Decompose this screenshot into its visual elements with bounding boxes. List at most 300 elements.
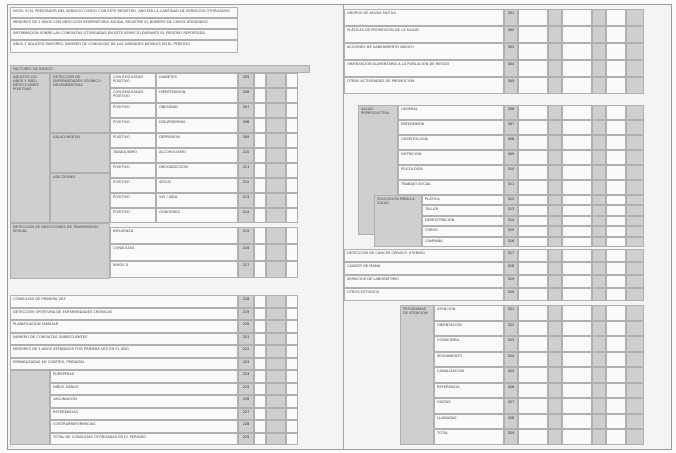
row-code: 217	[238, 261, 254, 278]
row-label: SEGUIMIENTO	[434, 352, 504, 368]
value-field[interactable]	[518, 9, 548, 26]
value-field[interactable]	[562, 321, 592, 337]
value-field[interactable]	[518, 77, 548, 94]
value-field[interactable]	[548, 336, 562, 352]
value-field[interactable]	[518, 180, 548, 195]
value-field[interactable]	[266, 88, 286, 103]
value-field[interactable]	[626, 305, 644, 321]
value-field[interactable]	[286, 103, 298, 118]
value-field[interactable]	[518, 26, 548, 43]
value-field[interactable]	[518, 367, 548, 383]
value-field[interactable]	[592, 321, 606, 337]
value-field[interactable]	[548, 150, 562, 165]
value-field[interactable]	[626, 226, 644, 236]
value-field[interactable]	[518, 383, 548, 399]
value-field[interactable]	[266, 178, 286, 193]
row-code: 229	[238, 433, 254, 446]
value-field[interactable]	[286, 227, 298, 244]
row-label: CANALIZACIÓN	[434, 367, 504, 383]
value-field[interactable]	[562, 150, 592, 165]
row-code: 310	[504, 165, 518, 180]
group-label-sti: DETECCIÓN DE INFECCIONES DE TRANSMISIÓN SEXUAL	[10, 223, 110, 279]
value-field[interactable]	[626, 383, 644, 399]
row-code: 317	[504, 249, 518, 262]
value-field[interactable]	[562, 367, 592, 383]
value-field[interactable]	[626, 135, 644, 150]
value-field[interactable]	[548, 120, 562, 135]
value-field[interactable]	[592, 336, 606, 352]
value-field[interactable]	[286, 148, 298, 163]
value-field[interactable]	[518, 205, 548, 215]
row-label: SERVICIOS DE LABORATORIO	[344, 275, 504, 288]
value-field[interactable]	[286, 358, 298, 371]
value-field[interactable]	[562, 26, 592, 43]
value-field[interactable]	[286, 320, 298, 333]
value-field[interactable]	[266, 345, 286, 358]
value-field[interactable]	[626, 429, 644, 445]
value-field[interactable]	[626, 205, 644, 215]
value-field[interactable]	[562, 305, 592, 321]
value-field[interactable]	[254, 420, 266, 433]
value-field[interactable]	[286, 345, 298, 358]
value-field[interactable]	[606, 150, 626, 165]
value-field[interactable]	[286, 370, 298, 383]
row-label: DROGADICCIÓN	[156, 163, 238, 178]
value-field[interactable]	[286, 420, 298, 433]
value-field[interactable]	[562, 195, 592, 205]
value-field[interactable]	[254, 261, 266, 278]
value-field[interactable]	[548, 414, 562, 430]
value-field[interactable]	[548, 216, 562, 226]
value-field[interactable]	[254, 193, 266, 208]
value-field[interactable]	[518, 120, 548, 135]
value-field[interactable]	[266, 395, 286, 408]
value-field[interactable]	[286, 118, 298, 133]
top-note-3: INFORMACIÓN SOBRE LAS CONSULTAS OTORGADAS EN ESTE SERVICIO DURANTE EL PERIODO REPORTADO	[10, 29, 238, 40]
row-code: 321	[504, 305, 518, 321]
value-field[interactable]	[606, 135, 626, 150]
value-field[interactable]	[518, 262, 548, 275]
row-label: REFERENCIA	[434, 383, 504, 399]
value-field[interactable]	[254, 163, 266, 178]
value-field[interactable]	[606, 77, 626, 94]
value-field[interactable]	[518, 226, 548, 236]
value-field[interactable]	[254, 308, 266, 321]
scanned-form-sheet	[7, 4, 672, 450]
value-field[interactable]	[562, 9, 592, 26]
value-field[interactable]	[548, 237, 562, 247]
value-field[interactable]	[254, 320, 266, 333]
value-field[interactable]	[548, 352, 562, 368]
bottom-group-block	[10, 370, 50, 445]
row-label: GRUPOS DE AYUDA MUTUA	[344, 9, 504, 26]
value-field[interactable]	[626, 288, 644, 301]
value-field[interactable]	[266, 163, 286, 178]
value-field[interactable]	[548, 26, 562, 43]
value-field[interactable]	[548, 77, 562, 94]
value-field[interactable]	[518, 429, 548, 445]
row-label: INFLUENZA	[110, 227, 238, 244]
value-field[interactable]	[626, 120, 644, 135]
row-label: TALLER	[422, 205, 504, 215]
value-field[interactable]	[518, 414, 548, 430]
value-field[interactable]	[254, 370, 266, 383]
value-field[interactable]	[518, 105, 548, 120]
value-field[interactable]	[626, 105, 644, 120]
value-field[interactable]	[626, 262, 644, 275]
row-code: 307	[504, 120, 518, 135]
value-field[interactable]	[562, 135, 592, 150]
value-field[interactable]	[254, 408, 266, 421]
value-field[interactable]	[266, 295, 286, 308]
value-field[interactable]	[518, 288, 548, 301]
value-field[interactable]	[592, 77, 606, 94]
row-code: 227	[238, 408, 254, 421]
value-field[interactable]	[592, 105, 606, 120]
value-field[interactable]	[286, 308, 298, 321]
value-field[interactable]	[562, 237, 592, 247]
value-field[interactable]	[548, 105, 562, 120]
row-code: 206	[238, 88, 254, 103]
value-field[interactable]	[626, 9, 644, 26]
row-label: SÍFILIS	[156, 178, 238, 193]
value-field[interactable]	[254, 118, 266, 133]
value-field[interactable]	[254, 103, 266, 118]
value-field[interactable]	[286, 178, 298, 193]
value-field[interactable]	[286, 333, 298, 346]
value-field[interactable]	[548, 165, 562, 180]
value-field[interactable]	[518, 275, 548, 288]
value-field[interactable]	[548, 43, 562, 60]
value-field[interactable]	[626, 237, 644, 247]
value-field[interactable]	[626, 26, 644, 43]
row-label: CONSULTAS	[110, 244, 238, 261]
value-field[interactable]	[254, 133, 266, 148]
value-field[interactable]	[266, 320, 286, 333]
value-field[interactable]	[562, 288, 592, 301]
value-field[interactable]	[626, 398, 644, 414]
value-field[interactable]	[266, 358, 286, 371]
value-field[interactable]	[592, 26, 606, 43]
value-field[interactable]	[266, 370, 286, 383]
value-field[interactable]	[606, 195, 626, 205]
value-field[interactable]	[562, 165, 592, 180]
row-sublabel: TABAQUISMO	[110, 148, 156, 163]
value-field[interactable]	[562, 352, 592, 368]
value-field[interactable]	[548, 275, 562, 288]
value-field[interactable]	[592, 367, 606, 383]
row-label: MENORES DE 5 AÑOS ATENDIDOS POR PRIMERA VEZ EN EL AÑO	[10, 345, 238, 358]
value-field[interactable]	[592, 249, 606, 262]
value-field[interactable]	[286, 193, 298, 208]
value-field[interactable]	[592, 398, 606, 414]
value-field[interactable]	[266, 133, 286, 148]
value-field[interactable]	[548, 9, 562, 26]
value-field[interactable]	[606, 262, 626, 275]
sub-label-chronic: DETECCIÓN DE ENFERMEDADES CRÓNICO DEGENERATIVAS	[50, 73, 110, 133]
row-label: PLÁTICAS DE PROMOCIÓN DE LA SALUD	[344, 26, 504, 43]
value-field[interactable]	[266, 208, 286, 223]
value-field[interactable]	[606, 336, 626, 352]
value-field[interactable]	[548, 249, 562, 262]
value-field[interactable]	[286, 88, 298, 103]
value-field[interactable]	[592, 305, 606, 321]
value-field[interactable]	[626, 165, 644, 180]
value-field[interactable]	[592, 135, 606, 150]
value-field[interactable]	[286, 244, 298, 261]
row-label: VIH / SIDA	[156, 193, 238, 208]
row-label: ODONTOLOGÍA	[398, 135, 504, 150]
value-field[interactable]	[592, 180, 606, 195]
value-field[interactable]	[518, 249, 548, 262]
value-field[interactable]	[592, 43, 606, 60]
value-field[interactable]	[592, 288, 606, 301]
value-field[interactable]	[286, 433, 298, 446]
row-code: 323	[504, 336, 518, 352]
value-field[interactable]	[286, 261, 298, 278]
value-field[interactable]	[626, 249, 644, 262]
value-field[interactable]	[548, 195, 562, 205]
value-field[interactable]	[562, 105, 592, 120]
row-label: PLANIFICACIÓN FAMILIAR	[10, 320, 238, 333]
value-field[interactable]	[286, 133, 298, 148]
value-field[interactable]	[548, 321, 562, 337]
value-field[interactable]	[606, 321, 626, 337]
value-field[interactable]	[592, 226, 606, 236]
row-label: DETECCIÓN OPORTUNA DE ENFERMEDADES CRÓNICAS	[10, 308, 238, 321]
value-field[interactable]	[562, 216, 592, 226]
row-code: 304	[504, 60, 518, 77]
value-field[interactable]	[606, 216, 626, 226]
value-field[interactable]	[562, 429, 592, 445]
value-field[interactable]	[518, 43, 548, 60]
row-code: 328	[504, 414, 518, 430]
value-field[interactable]	[626, 414, 644, 430]
row-code: 316	[504, 237, 518, 247]
value-field[interactable]	[266, 383, 286, 396]
value-field[interactable]	[606, 205, 626, 215]
value-field[interactable]	[548, 226, 562, 236]
value-field[interactable]	[548, 383, 562, 399]
value-field[interactable]	[592, 216, 606, 226]
value-field[interactable]	[606, 26, 626, 43]
value-field[interactable]	[606, 414, 626, 430]
value-field[interactable]	[548, 398, 562, 414]
value-field[interactable]	[606, 120, 626, 135]
value-field[interactable]	[592, 205, 606, 215]
row-code: 205	[238, 73, 254, 88]
value-field[interactable]	[606, 305, 626, 321]
value-field[interactable]	[548, 262, 562, 275]
value-field[interactable]	[254, 208, 266, 223]
value-field[interactable]	[626, 60, 644, 77]
value-field[interactable]	[518, 195, 548, 205]
row-label: OBESIDAD	[156, 103, 238, 118]
value-field[interactable]	[266, 433, 286, 446]
value-field[interactable]	[286, 208, 298, 223]
value-field[interactable]	[286, 295, 298, 308]
value-field[interactable]	[606, 43, 626, 60]
value-field[interactable]	[518, 321, 548, 337]
row-label: TRABAJO SOCIAL	[398, 180, 504, 195]
value-field[interactable]	[592, 429, 606, 445]
value-field[interactable]	[562, 383, 592, 399]
value-field[interactable]	[266, 148, 286, 163]
value-field[interactable]	[266, 261, 286, 278]
value-field[interactable]	[518, 237, 548, 247]
value-field[interactable]	[562, 262, 592, 275]
value-field[interactable]	[266, 333, 286, 346]
value-field[interactable]	[254, 433, 266, 446]
value-field[interactable]	[626, 180, 644, 195]
value-field[interactable]	[548, 135, 562, 150]
value-field[interactable]	[562, 226, 592, 236]
value-field[interactable]	[266, 73, 286, 88]
value-field[interactable]	[518, 398, 548, 414]
value-field[interactable]	[254, 395, 266, 408]
value-field[interactable]	[606, 60, 626, 77]
value-field[interactable]	[266, 420, 286, 433]
value-field[interactable]	[592, 120, 606, 135]
row-label: NIÑOS SANOS	[50, 383, 238, 396]
value-field[interactable]	[254, 333, 266, 346]
value-field[interactable]	[592, 9, 606, 26]
sub-label-addictions: ADICCIONES	[50, 173, 110, 223]
value-field[interactable]	[548, 305, 562, 321]
value-field[interactable]	[606, 288, 626, 301]
value-field[interactable]	[626, 352, 644, 368]
value-field[interactable]	[626, 216, 644, 226]
value-field[interactable]	[266, 193, 286, 208]
value-field[interactable]	[606, 237, 626, 247]
value-field[interactable]	[266, 103, 286, 118]
value-field[interactable]	[626, 321, 644, 337]
value-field[interactable]	[518, 352, 548, 368]
value-field[interactable]	[562, 180, 592, 195]
value-field[interactable]	[606, 226, 626, 236]
value-field[interactable]	[518, 150, 548, 165]
value-field[interactable]	[548, 180, 562, 195]
row-code: 312	[504, 195, 518, 205]
value-field[interactable]	[254, 244, 266, 261]
value-field[interactable]	[266, 308, 286, 321]
value-field[interactable]	[592, 237, 606, 247]
value-field[interactable]	[592, 414, 606, 430]
value-field[interactable]	[626, 367, 644, 383]
value-field[interactable]	[592, 150, 606, 165]
value-field[interactable]	[254, 358, 266, 371]
value-field[interactable]	[606, 9, 626, 26]
value-field[interactable]	[562, 77, 592, 94]
value-field[interactable]	[606, 383, 626, 399]
row-label: ORIENTACIÓN ALIMENTARIA A LA POBLACIÓN DE RIESGO	[344, 60, 504, 77]
value-field[interactable]	[254, 178, 266, 193]
row-code: 322	[504, 321, 518, 337]
row-label: PLÁTICA	[422, 195, 504, 205]
center-divider	[343, 5, 344, 449]
value-field[interactable]	[606, 429, 626, 445]
value-field[interactable]	[626, 275, 644, 288]
value-field[interactable]	[562, 414, 592, 430]
value-field[interactable]	[606, 367, 626, 383]
value-field[interactable]	[254, 227, 266, 244]
value-field[interactable]	[562, 43, 592, 60]
value-field[interactable]	[286, 163, 298, 178]
value-field[interactable]	[606, 398, 626, 414]
value-field[interactable]	[254, 73, 266, 88]
row-label: LLAMADAS	[434, 414, 504, 430]
value-field[interactable]	[592, 352, 606, 368]
value-field[interactable]	[626, 195, 644, 205]
value-field[interactable]	[518, 135, 548, 150]
value-field[interactable]	[548, 288, 562, 301]
value-field[interactable]	[254, 148, 266, 163]
value-field[interactable]	[286, 383, 298, 396]
value-field[interactable]	[266, 118, 286, 133]
value-field[interactable]	[266, 227, 286, 244]
row-label: DEPRESIÓN	[156, 133, 238, 148]
value-field[interactable]	[254, 383, 266, 396]
value-field[interactable]	[266, 244, 286, 261]
value-field[interactable]	[518, 336, 548, 352]
value-field[interactable]	[286, 73, 298, 88]
value-field[interactable]	[548, 205, 562, 215]
row-code: 212	[238, 178, 254, 193]
value-field[interactable]	[548, 367, 562, 383]
row-label: DIABETES	[156, 73, 238, 88]
row-code: 329	[504, 429, 518, 445]
value-field[interactable]	[562, 60, 592, 77]
value-field[interactable]	[626, 77, 644, 94]
value-field[interactable]	[254, 345, 266, 358]
value-field[interactable]	[518, 305, 548, 321]
value-field[interactable]	[286, 408, 298, 421]
value-field[interactable]	[606, 180, 626, 195]
block-label-programs: PROGRAMAS DE ATENCIÓN	[400, 305, 434, 445]
value-field[interactable]	[592, 165, 606, 180]
value-field[interactable]	[518, 165, 548, 180]
value-field[interactable]	[626, 336, 644, 352]
value-field[interactable]	[254, 88, 266, 103]
value-field[interactable]	[592, 262, 606, 275]
value-field[interactable]	[562, 336, 592, 352]
value-field[interactable]	[562, 205, 592, 215]
value-field[interactable]	[606, 249, 626, 262]
row-code: 208	[238, 118, 254, 133]
value-field[interactable]	[606, 275, 626, 288]
value-field[interactable]	[592, 60, 606, 77]
value-field[interactable]	[592, 195, 606, 205]
value-field[interactable]	[606, 105, 626, 120]
value-field[interactable]	[254, 295, 266, 308]
value-field[interactable]	[562, 120, 592, 135]
value-field[interactable]	[286, 395, 298, 408]
value-field[interactable]	[592, 275, 606, 288]
value-field[interactable]	[548, 60, 562, 77]
value-field[interactable]	[606, 352, 626, 368]
value-field[interactable]	[562, 398, 592, 414]
value-field[interactable]	[562, 249, 592, 262]
value-field[interactable]	[626, 150, 644, 165]
value-field[interactable]	[518, 60, 548, 77]
value-field[interactable]	[626, 43, 644, 60]
value-field[interactable]	[518, 216, 548, 226]
value-field[interactable]	[562, 275, 592, 288]
value-field[interactable]	[266, 408, 286, 421]
value-field[interactable]	[548, 429, 562, 445]
value-field[interactable]	[592, 383, 606, 399]
value-field[interactable]	[606, 165, 626, 180]
